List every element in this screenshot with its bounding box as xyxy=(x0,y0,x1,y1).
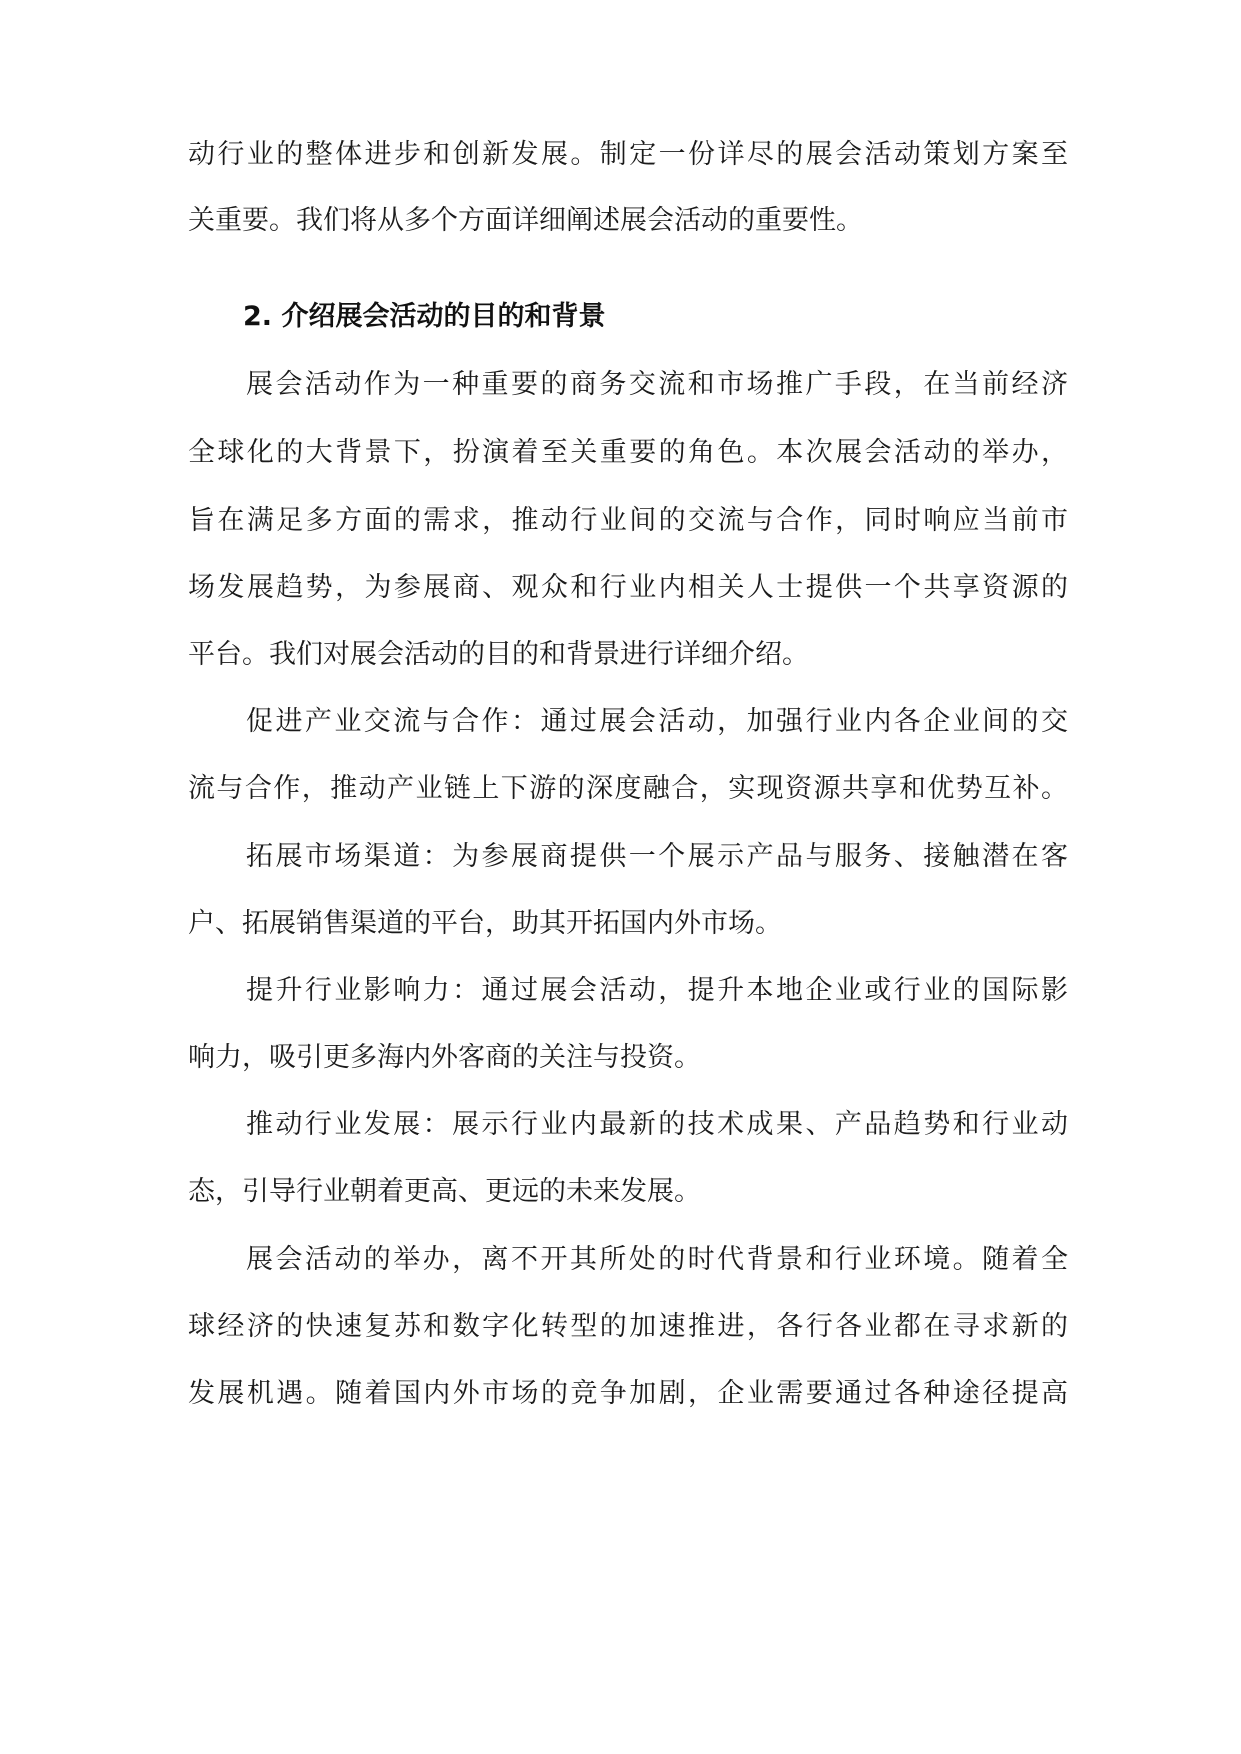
purpose-item-line: 响力，吸引更多海内外客商的关注与投资。 xyxy=(188,1042,701,1073)
paragraph-line: 关重要。我们将从多个方面详细阐述展会活动的重要性。 xyxy=(188,205,863,236)
purpose-item-line: 拓展市场渠道：为参展商提供一个展示产品与服务、接触潜在客 xyxy=(246,841,1068,872)
purpose-item-line: 促进产业交流与合作：通过展会活动，加强行业内各企业间的交 xyxy=(246,706,1068,737)
paragraph-line: 全球化的大背景下，扮演着至关重要的角色。本次展会活动的举办， xyxy=(188,437,1068,468)
purpose-item-line: 提升行业影响力：通过展会活动，提升本地企业或行业的国际影 xyxy=(246,975,1068,1006)
paragraph-line: 展会活动的举办，离不开其所处的时代背景和行业环境。随着全 xyxy=(246,1244,1068,1275)
paragraph-line: 旨在满足多方面的需求，推动行业间的交流与合作，同时响应当前市 xyxy=(188,505,1068,536)
purpose-item-line: 户、拓展销售渠道的平台，助其开拓国内外市场。 xyxy=(188,908,782,939)
paragraph-line: 发展机遇。随着国内外市场的竞争加剧，企业需要通过各种途径提高 xyxy=(188,1378,1068,1409)
purpose-item-line: 推动行业发展：展示行业内最新的技术成果、产品趋势和行业动 xyxy=(246,1109,1068,1140)
section-heading: 2. 介绍展会活动的目的和背景 xyxy=(243,301,606,332)
paragraph-line: 动行业的整体进步和创新发展。制定一份详尽的展会活动策划方案至 xyxy=(188,139,1068,170)
paragraph-line: 展会活动作为一种重要的商务交流和市场推广手段，在当前经济 xyxy=(246,369,1068,400)
purpose-item-line: 态，引导行业朝着更高、更远的未来发展。 xyxy=(188,1176,701,1207)
paragraph-line: 球经济的快速复苏和数字化转型的加速推进，各行各业都在寻求新的 xyxy=(188,1311,1068,1342)
purpose-item-line: 流与合作，推动产业链上下游的深度融合，实现资源共享和优势互补。 xyxy=(188,773,1068,804)
paragraph-line: 场发展趋势，为参展商、观众和行业内相关人士提供一个共享资源的 xyxy=(188,572,1068,603)
paragraph-line: 平台。我们对展会活动的目的和背景进行详细介绍。 xyxy=(188,639,809,670)
